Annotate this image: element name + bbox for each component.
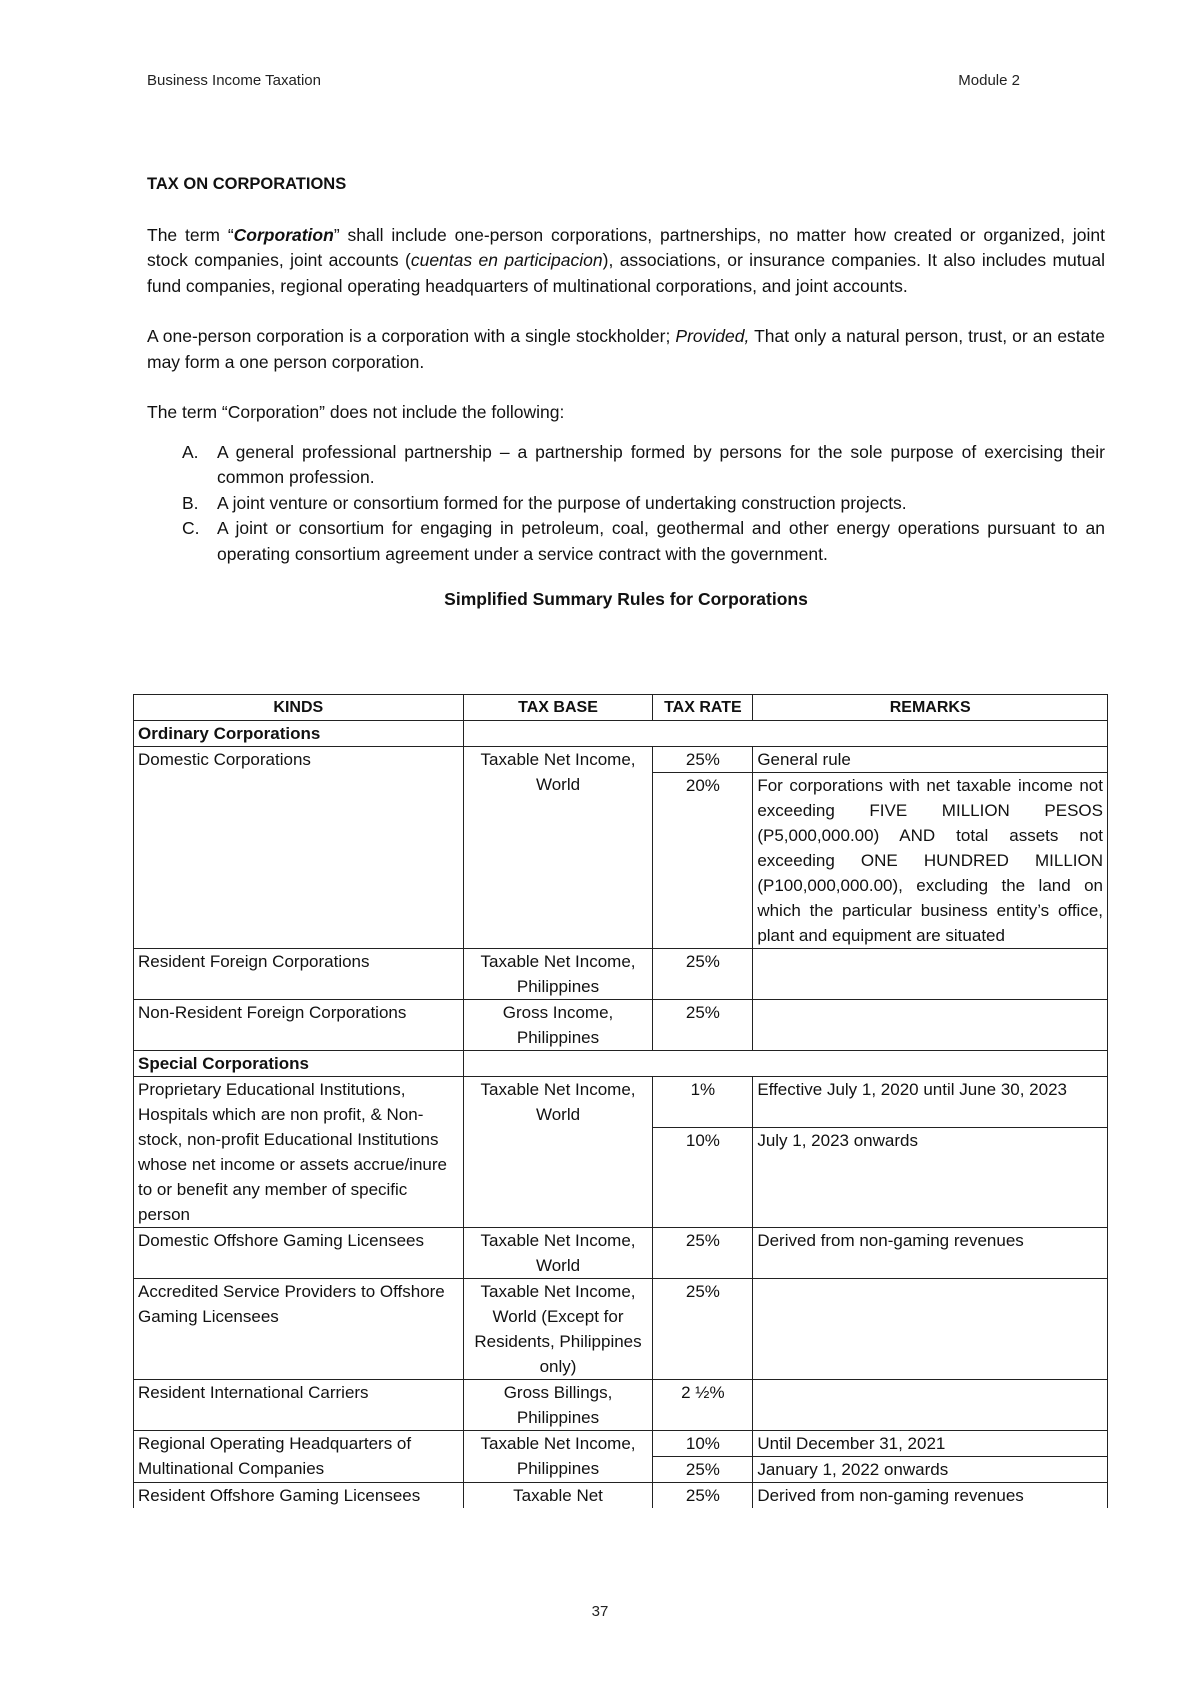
exclusions-list: [147, 440, 1105, 568]
table-title: Simplified Summary Rules for Corporations: [444, 589, 808, 609]
table-row: Resident Foreign Corporations Taxable Net Income, Philippines 25%: [134, 949, 1108, 1000]
table-row: Domestic Corporations Taxable Net Income, World 25% 20% General rule For corporations with net taxable income not exceeding FIVE MILLION PESOS (P5,000,000.00) AND total assets not exceeding ONE HUNDRED MILLION (P100,000,000.00), excluding the land on which the particular business entity’s office, plant and equipment are situated: [134, 747, 1108, 949]
summary-rules-table: [133, 694, 1108, 1508]
header-tax-base: TAX BASE: [463, 695, 653, 721]
section-title: TAX ON CORPORATIONS: [147, 175, 347, 193]
header-remarks: REMARKS: [753, 695, 1108, 721]
table-row: Resident International Carriers Gross Billings, Philippines 2 ½%: [134, 1380, 1108, 1431]
page-number: 37: [591, 1603, 609, 1620]
table-row: Accredited Service Providers to Offshore Gaming Licensees Taxable Net Income, World (Except for Residents, Philippines only) 25%: [134, 1279, 1108, 1380]
running-header-module: Module 2: [958, 72, 1020, 89]
header-kinds: KINDS: [134, 695, 464, 721]
list-item: C. A joint or consortium for engaging in petroleum, coal, geothermal and other energy operations pursuant to an operating consortium agreement under a service contract with the government.: [182, 518, 1105, 564]
running-header-title: Business Income Taxation: [147, 72, 321, 89]
table-row: Non-Resident Foreign Corporations Gross Income, Philippines 25%: [134, 1000, 1108, 1051]
table-row: Resident Offshore Gaming Licensees Taxable Net 25% Derived from non-gaming revenues: [134, 1483, 1108, 1509]
term-corporation: Corporation: [233, 224, 334, 245]
table-row: Regional Operating Headquarters of Multinational Companies Taxable Net Income, Philippines 10% 25% Until December 31, 2021 January 1, 2022 onwards: [134, 1431, 1108, 1483]
list-item: A. A general professional partnership – a partnership formed by persons for the sole purpose of exercising their common profession.: [182, 441, 1105, 487]
category-row-ordinary: Ordinary Corporations: [134, 721, 1108, 747]
table-row: Domestic Offshore Gaming Licensees Taxable Net Income, World 25% Derived from non-gaming revenues: [134, 1228, 1108, 1279]
paragraph-one-person-corporation: A one-person corporation is a corporation with a single stockholder; Provided, That only a natural person, trust, or an estate may form a one person corporation.: [147, 326, 1105, 372]
paragraph-exclusions-intro: The term “Corporation” does not include the following:: [147, 402, 565, 422]
body-content: [147, 172, 1105, 627]
paragraph-corporation-definition: The term “Corporation” shall include one-person corporations, partnerships, no matter how created or organized, joint stock companies, joint accounts (cuentas en participacion), associations, or insurance companies. It also includes mutual fund companies, regional operating headquarters of multinational corporations, and joint accounts.: [147, 224, 1106, 296]
category-row-special: Special Corporations: [134, 1051, 1108, 1077]
table-header-row: [134, 695, 1108, 721]
list-item: B. A joint venture or consortium formed for the purpose of undertaking construction projects.: [182, 492, 907, 513]
table-row: Proprietary Educational Institutions, Hospitals which are non profit, & Non-stock, non-profit Educational Institutions whose net income or assets accrue/inure to or benefit any member of specific person Taxable Net Income, World 1% 10% Effective July 1, 2020 until June 30, 2023 July 1, 2023 onwards: [134, 1077, 1108, 1228]
header-tax-rate: TAX RATE: [653, 695, 753, 721]
